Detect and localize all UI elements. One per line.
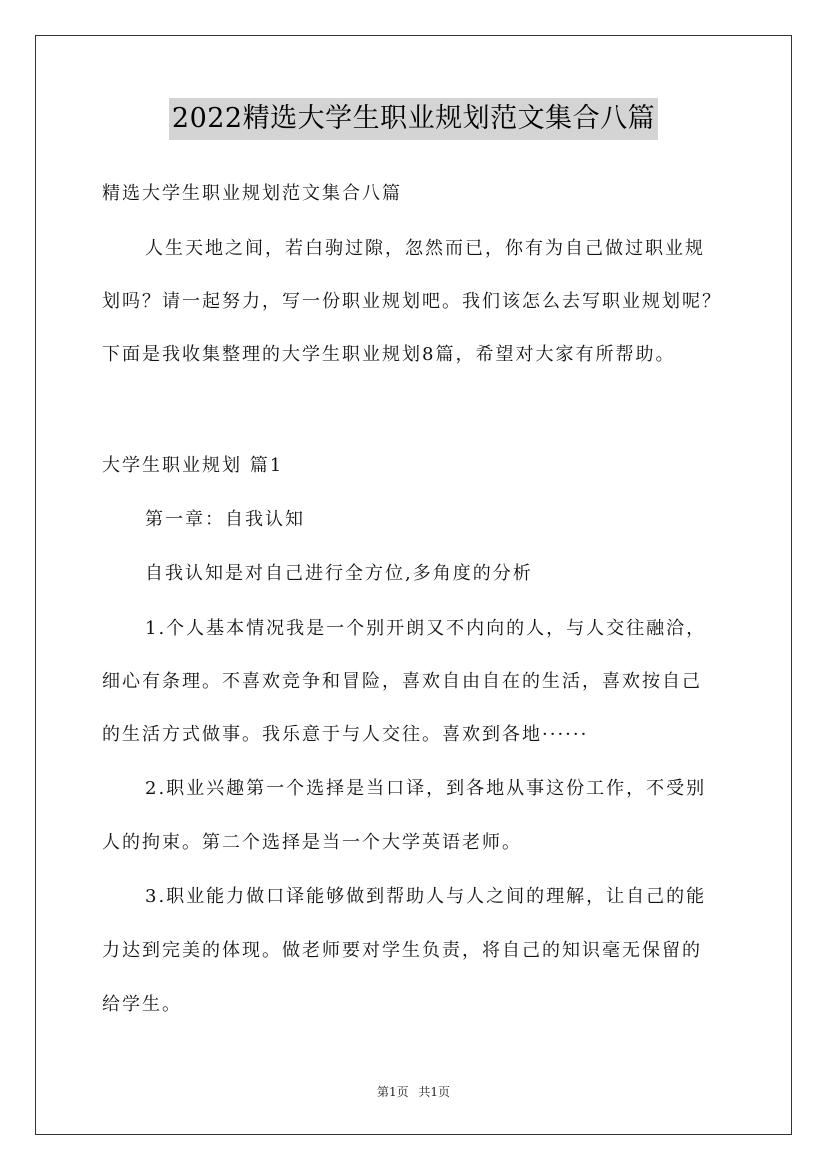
- document-subtitle: 精选大学生职业规划范文集合八篇: [102, 183, 402, 204]
- item2-line: 2.职业兴趣第一个选择是当口译，到各地从事这份工作，不受别: [145, 778, 707, 799]
- intro-paragraph-line: 划吗？请一起努力，写一份职业规划吧。我们该怎么去写职业规划呢？: [102, 291, 722, 312]
- section-heading: 大学生职业规划 篇1: [102, 455, 284, 476]
- chapter-heading: 第一章：自我认知: [145, 509, 305, 530]
- item2-line: 人的拘束。第二个选择是当一个大学英语老师。: [102, 832, 522, 853]
- item3-line: 给学生。: [102, 994, 182, 1015]
- item3-line: 力达到完美的体现。做老师要对学生负责，将自己的知识毫无保留的: [102, 940, 702, 961]
- document-title: 2022精选大学生职业规划范文集合八篇: [169, 98, 658, 140]
- item1-line: 1.个人基本情况我是一个别开朗又不内向的人，与人交往融洽，: [145, 618, 707, 639]
- page-footer: [0, 1083, 827, 1101]
- item1-line: 的生活方式做事。我乐意于与人交往。喜欢到各地······: [102, 724, 589, 745]
- intro-paragraph-line: 人生天地之间，若白驹过隙，忽然而已，你有为自己做过职业规: [145, 238, 705, 259]
- item1-line: 细心有条理。不喜欢竞争和冒险，喜欢自由自在的生活，喜欢按自己: [102, 671, 702, 692]
- chapter-intro: 自我认知是对自己进行全方位,多角度的分析: [145, 563, 533, 584]
- intro-paragraph-line: 下面是我收集整理的大学生职业规划8篇，希望对大家有所帮助。: [102, 344, 676, 365]
- title-block: [0, 98, 827, 140]
- page-number-current: 第1页: [376, 1085, 409, 1099]
- page-number-total: 共1页: [418, 1085, 451, 1099]
- item3-line: 3.职业能力做口译能够做到帮助人与人之间的理解，让自己的能: [145, 886, 707, 907]
